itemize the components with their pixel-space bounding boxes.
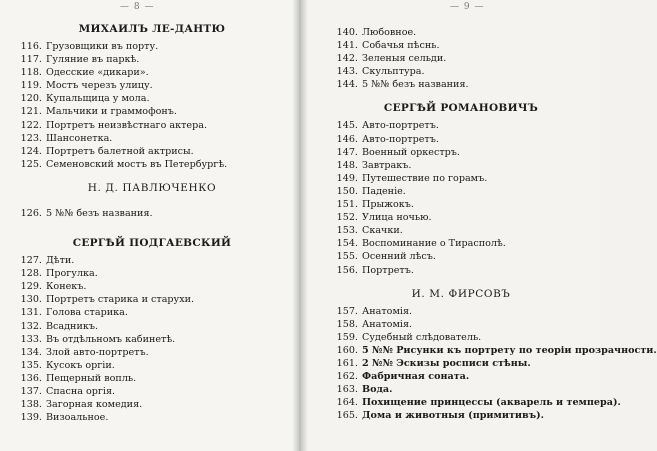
entry-number: 151. (336, 199, 358, 211)
catalog-entry (14, 158, 290, 171)
entry-number: 156. (336, 264, 358, 276)
entry-number: 160. (336, 344, 358, 356)
entry-title: Портретъ старика и старухи. (46, 294, 195, 306)
catalog-entry (14, 53, 290, 66)
book-gutter (292, 0, 308, 451)
entry-number: 142. (336, 53, 358, 65)
entry-title: Мостъ черезъ улицу. (46, 80, 153, 92)
entry-title: Путешествие по горамъ. (362, 172, 488, 184)
section-firsov (330, 287, 657, 423)
entry-number: 131. (20, 307, 42, 319)
catalog-entry (330, 39, 592, 52)
entry-title: Авто-портретъ. (362, 120, 439, 132)
catalog-entry (14, 333, 290, 346)
entry-number: 147. (336, 146, 358, 158)
entry-number: 153. (336, 225, 358, 237)
entry-number: 128. (20, 268, 42, 280)
catalog-entry (14, 398, 290, 411)
entry-number: 154. (336, 238, 358, 250)
entry-number: 132. (20, 320, 42, 332)
entry-number: 152. (336, 212, 358, 224)
entry-number: 155. (336, 251, 358, 263)
catalog-entry (14, 207, 290, 220)
entry-title: Визоальное. (46, 412, 109, 424)
catalog-entry (330, 185, 592, 198)
catalog-entry (330, 237, 592, 250)
entry-number: 118. (20, 67, 42, 79)
entry-number: 161. (336, 357, 358, 369)
entry-title: Дома и животныя (примитивъ). (362, 410, 544, 422)
entry-number: 141. (336, 40, 358, 52)
entry-number: 120. (20, 93, 42, 105)
entry-title: Фабричная соната. (362, 371, 470, 383)
catalog-entry (14, 359, 290, 372)
entry-number: 124. (20, 145, 42, 157)
catalog-entry (330, 198, 592, 211)
catalog-entry (14, 346, 290, 359)
right-column (330, 18, 657, 432)
entry-number: 162. (336, 371, 358, 383)
entry-title: Дѣти. (46, 255, 75, 267)
entry-title: Военный оркестръ. (362, 146, 460, 158)
entry-title: Скачки. (362, 225, 403, 237)
catalog-entry (330, 305, 592, 318)
entry-number: 163. (336, 384, 358, 396)
entry-title: Кусокъ оргiи. (46, 359, 115, 371)
catalog-entry (330, 383, 592, 396)
entry-number: 117. (20, 54, 42, 66)
entry-title: 5 №№ безъ названия. (362, 79, 469, 91)
entry-title: Авто-портретъ. (362, 133, 439, 145)
catalog-entry (330, 26, 592, 39)
section-podgaevsky-continued (330, 18, 592, 91)
entry-title: 5 №№ безъ названия. (46, 207, 153, 219)
entry-title: 2 №№ Эскизы росписи стѣны. (362, 357, 531, 369)
entry-title: Семеновский мостъ въ Петербургѣ. (46, 158, 228, 170)
entry-title: Прыжокъ. (362, 199, 414, 211)
entry-title: Воспоминание о Тирасполѣ. (362, 238, 506, 250)
entry-title: Грузовщики въ порту. (46, 41, 159, 52)
entry-number: 119. (20, 80, 42, 92)
entry-number: 116. (20, 41, 42, 52)
entry-number: 139. (20, 412, 42, 424)
entry-number: 125. (20, 158, 42, 170)
catalog-entry (14, 372, 290, 385)
entry-number: 148. (336, 159, 358, 171)
entry-title: Конекъ. (46, 281, 87, 293)
catalog-entry (330, 331, 592, 344)
entry-title: Прогулка. (46, 268, 98, 280)
author-heading: СЕРГѢЙ ПОДГАЕВСКИЙ (72, 237, 232, 250)
page-number-right: — 9 — (450, 2, 485, 12)
catalog-entry (330, 172, 592, 185)
entry-title: Всадникъ. (46, 320, 98, 332)
entry-number: 127. (20, 255, 42, 267)
entry-title: Злой авто-портретъ. (46, 346, 149, 358)
catalog-entry (330, 159, 592, 172)
catalog-entry (14, 306, 290, 319)
entry-number: 126. (20, 207, 42, 219)
catalog-entry (330, 133, 592, 146)
entry-title: Паденiе. (362, 185, 406, 197)
catalog-entry (330, 318, 592, 331)
entry-number: 138. (20, 399, 42, 411)
catalog-entry (330, 409, 592, 422)
entry-number: 150. (336, 185, 358, 197)
entry-number: 134. (20, 346, 42, 358)
entry-number: 123. (20, 132, 42, 144)
entry-title: Мальчики и граммофонъ. (46, 106, 177, 118)
section-romanovich (330, 101, 592, 276)
catalog-entry (330, 250, 592, 263)
entry-title: Въ отдѣльномъ кабинетѣ. (46, 333, 176, 345)
entry-title: Анатомiя. (362, 305, 413, 317)
entry-number: 158. (336, 318, 358, 330)
entry-title: Вода. (362, 384, 393, 396)
catalog-entry (330, 52, 592, 65)
catalog-entry (14, 66, 290, 79)
catalog-entry (14, 132, 290, 145)
catalog-entry (330, 357, 592, 370)
catalog-entry (330, 211, 592, 224)
catalog-entry (14, 254, 290, 267)
catalog-entry (14, 105, 290, 118)
entry-title: Анатомiя. (362, 318, 413, 330)
section-pavlyuchenko (14, 181, 290, 220)
entry-number: 130. (20, 294, 42, 306)
entry-number: 159. (336, 331, 358, 343)
catalog-entry (330, 65, 592, 78)
author-heading: МИХАИЛЪ ЛЕ-ДАНТЮ (78, 23, 226, 35)
entry-number: 136. (20, 372, 42, 384)
entry-title: Пещерный вопль. (46, 372, 137, 384)
author-heading: СЕРГѢЙ РОМАНОВИЧЪ (383, 102, 539, 115)
entry-number: 140. (336, 27, 358, 38)
author-heading: Н. Д. ПАВЛЮЧЕНКО (87, 181, 217, 194)
entry-number: 135. (20, 359, 42, 371)
entry-title: Гуляние въ паркѣ. (46, 54, 140, 66)
entry-title: Собачья пѣснь. (362, 40, 440, 52)
author-heading: И. М. ФИРСОВЪ (411, 287, 511, 300)
catalog-entry (14, 293, 290, 306)
entry-number: 137. (20, 385, 42, 397)
entry-title: 5 №№ Рисунки къ портрету по теорiи прозрачности. (362, 344, 657, 356)
catalog-entry (14, 40, 290, 53)
catalog-entry (330, 264, 592, 277)
entry-number: 146. (336, 133, 358, 145)
catalog-entry (14, 267, 290, 280)
catalog-entry (14, 385, 290, 398)
entry-title: Улица ночью. (362, 212, 432, 224)
entry-number: 133. (20, 333, 42, 345)
catalog-entry (14, 280, 290, 293)
entry-title: Портретъ балетной актрисы. (46, 145, 194, 157)
entry-number: 144. (336, 79, 358, 91)
entry-title: Зеленыя сельди. (362, 53, 447, 65)
left-column (14, 18, 290, 434)
entry-title: Загорная комедия. (46, 399, 143, 411)
catalog-entry (330, 224, 592, 237)
entry-title: Завтракъ. (362, 159, 412, 171)
catalog-entry (330, 78, 592, 91)
entry-number: 149. (336, 172, 358, 184)
entry-number: 129. (20, 281, 42, 293)
entry-title: Скульптура. (362, 66, 425, 78)
catalog-entry (330, 396, 621, 409)
catalog-entry (14, 92, 290, 105)
entry-title: Судебный слѣдователь. (362, 331, 482, 343)
catalog-entry (330, 119, 592, 132)
catalog-entry (330, 370, 592, 383)
catalog-entry (14, 79, 290, 92)
catalog-entry (14, 320, 290, 333)
entry-title: Похищение принцессы (акварель и темпера). (362, 397, 621, 409)
entry-title: Осенний лѣсъ. (362, 251, 436, 263)
catalog-entry (330, 344, 657, 357)
entry-number: 164. (336, 397, 358, 409)
entry-number: 157. (336, 305, 358, 317)
right-page (300, 0, 657, 451)
entry-number: 121. (20, 106, 42, 118)
entry-number: 143. (336, 66, 358, 78)
left-page (0, 0, 300, 451)
entry-title: Купальщица у мола. (46, 93, 150, 105)
section-podgaevsky (14, 236, 290, 424)
entry-title: Одесские «дикари». (46, 67, 149, 79)
section-le-dantyu (14, 22, 290, 171)
catalog-entry (14, 145, 290, 158)
entry-number: 145. (336, 120, 358, 132)
catalog-entry (330, 146, 592, 159)
catalog-entry (14, 411, 290, 424)
entry-title: Спасна оргiя. (46, 385, 116, 397)
entry-title: Портретъ неизвѣстнаго актера. (46, 119, 208, 131)
entry-number: 122. (20, 119, 42, 131)
entry-title: Голова старика. (46, 307, 128, 319)
entry-number: 165. (336, 410, 358, 422)
catalog-entry (14, 119, 290, 132)
entry-title: Любовное. (362, 27, 417, 38)
entry-title: Портретъ. (362, 264, 414, 276)
page-number-left: — 8 — (120, 2, 155, 12)
entry-title: Шансонетка. (46, 132, 113, 144)
